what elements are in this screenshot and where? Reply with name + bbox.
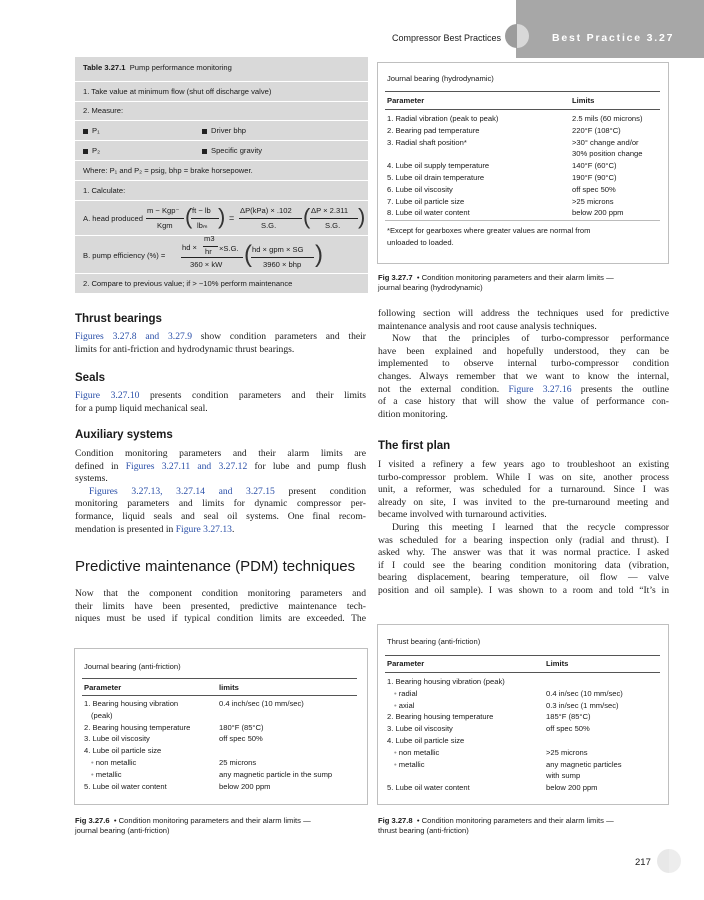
row-limit: 190°F (90°C) <box>572 173 617 182</box>
text: dition monitoring. <box>378 408 448 420</box>
fraction-bar <box>146 218 184 219</box>
table-row <box>75 140 368 160</box>
text: bearing displacement, bearing temperature, oil flow — valve <box>378 572 669 584</box>
paragraph-auxiliary <box>75 448 366 536</box>
table-pump-performance <box>75 57 368 293</box>
bullet-dot-icon: • <box>394 700 399 710</box>
bullet-square-icon <box>83 149 88 154</box>
text: present condition <box>274 485 366 497</box>
rule <box>385 672 660 673</box>
formula-a-sg1: S.G. <box>261 221 277 230</box>
heading-thrust-bearings: Thrust bearings <box>75 313 162 325</box>
text: I visited a refinery a few years ago to troubleshoot an existing <box>378 459 669 470</box>
box-title: Thrust bearing (anti-friction) <box>387 637 481 646</box>
formula-a-sg2: S.G. <box>325 221 341 230</box>
table-row <box>75 180 368 200</box>
row-limit: off spec 50% <box>572 184 616 194</box>
row-limit: with sump <box>546 771 581 781</box>
rule <box>385 655 660 656</box>
table-caption-number: Table 3.27.1 <box>83 63 126 72</box>
parameter-text: 7. Lube oil particle size <box>387 196 465 206</box>
formula-b-m3: m3 <box>204 234 215 243</box>
step-1-text: 1. Take value at minimum flow (shut off discharge valve) <box>83 87 272 96</box>
link-figure-32716[interactable]: Figure 3.27.16 <box>508 383 572 395</box>
row-parameter <box>387 736 464 745</box>
row-parameter <box>84 699 178 708</box>
figure-box-journal-hydrodynamic <box>377 62 669 264</box>
row-parameter <box>387 185 453 194</box>
heading-pdm: Predictive maintenance (PDM) techniques <box>75 558 356 575</box>
table-row <box>75 81 368 101</box>
parameter-text: 4. Lube oil supply temperature <box>387 161 490 171</box>
formula-a-row <box>75 200 368 235</box>
fraction-bar <box>239 218 302 219</box>
text: niques must be used if typical condition limits are exceeded. The <box>75 613 366 625</box>
parameter-text: radial <box>398 688 418 698</box>
formula-a-lbm: lbₘ <box>197 221 208 230</box>
row-parameter <box>84 723 190 732</box>
caption-text: Condition monitoring parameters and their alarm limits — <box>421 816 614 825</box>
table-caption <box>75 57 368 81</box>
parameter-text: axial <box>398 700 415 710</box>
table-row <box>75 273 368 293</box>
row-parameter <box>387 783 470 792</box>
table-row <box>75 120 368 140</box>
col-header-limits: limits <box>219 683 239 692</box>
row-limit: 30% position change <box>572 149 643 159</box>
row-limit: 2.5 mils (60 microns) <box>572 114 643 123</box>
table-row <box>75 160 368 180</box>
row-parameter <box>387 208 470 217</box>
figure-caption <box>378 273 673 293</box>
text: Now that the component condition monitoring parameters and <box>75 588 366 599</box>
text: systems. <box>75 473 108 485</box>
measure-driver-bhp: Driver bhp <box>211 126 247 135</box>
row-parameter <box>394 760 425 769</box>
row-parameter <box>387 677 505 686</box>
text: changes. Always remember that we want to know the internal, <box>378 370 669 382</box>
bullet-dot-icon: • <box>91 769 96 779</box>
formula-b-num2: hd × gpm × SG <box>252 245 304 254</box>
parameter-text: 3. Radial shaft position* <box>387 137 467 147</box>
figure-number: Fig 3.27.8 <box>378 816 413 825</box>
parameter-text: 5. Lube oil water content <box>387 783 470 793</box>
parameter-text: non metallic <box>95 758 137 767</box>
row-parameter <box>84 734 150 743</box>
text: turbo-compressor problem. While I was on site, another process <box>378 471 669 483</box>
parameter-text: 5. Lube oil water content <box>84 781 167 791</box>
parameter-text: 4. Lube oil particle size <box>84 746 162 756</box>
parameter-text: 2. Bearing housing temperature <box>387 712 494 722</box>
text: implemented to observe internal turbo-compressor condition <box>378 358 669 370</box>
col-header-limits: Limits <box>572 96 595 105</box>
page-tab-circle <box>657 849 681 873</box>
text: asked why. The answer was that it was normal practice. I asked <box>378 547 669 559</box>
formula-b-hd: hd × <box>182 243 197 252</box>
rule <box>385 109 660 110</box>
paren-left: ( <box>244 241 252 268</box>
figure-box-journal-antifriction <box>74 648 368 805</box>
link-figure-32710[interactable]: Figure 3.27.10 <box>75 390 140 401</box>
row-limit: 0.4 in/sec (10 mm/sec) <box>546 688 623 698</box>
row-parameter <box>387 724 453 733</box>
fraction-bar <box>310 218 358 219</box>
fraction-bar <box>181 257 243 258</box>
link-figures-32713[interactable]: Figures 3.27.13, 3.27.14 and 3.27.15 <box>89 485 275 497</box>
rule <box>82 695 357 696</box>
rule <box>82 678 357 679</box>
page-number: 217 <box>635 857 651 868</box>
bullet-square-icon <box>202 129 207 134</box>
parameter-text: 6. Lube oil viscosity <box>387 184 453 194</box>
paragraph-thrust <box>75 331 366 356</box>
row-limit: 0.4 inch/sec (10 mm/sec) <box>219 699 304 708</box>
parameter-text: 1. Bearing housing vibration <box>84 699 179 708</box>
bullet-dot-icon: • <box>91 758 96 767</box>
fraction-bar <box>251 257 314 258</box>
caption-text: journal bearing (hydrodynamic) <box>378 283 483 292</box>
row-parameter <box>91 711 113 720</box>
running-title: Compressor Best Practices <box>392 33 502 43</box>
where-text: Where: P₁ and P₂ = psig, bhp = brake horsepower. <box>83 166 253 175</box>
row-parameter <box>387 197 464 206</box>
text: following section will address the techniques used for predictive <box>378 308 669 319</box>
row-parameter <box>387 126 479 135</box>
text: During this meeting I learned that the recycle compressor <box>392 521 669 533</box>
text: formance, liquid seals and seal oil systems. One final recom- <box>75 510 366 522</box>
link-figure-32713[interactable]: Figure 3.27.13 <box>175 523 232 535</box>
text: presents condition parameters and their limits <box>139 390 366 401</box>
parameter-text: (peak) <box>91 710 113 720</box>
heading-auxiliary-systems: Auxiliary systems <box>75 429 173 441</box>
formula-b-xsg: ×S.G. <box>219 244 239 253</box>
paren-right: ) <box>218 204 226 229</box>
paren-right: ) <box>315 241 323 268</box>
footnote-line: unloaded to loaded. <box>387 238 454 247</box>
text: unit, a reformer, was scheduled for a turnaround. Since I was <box>378 484 669 496</box>
header-band <box>516 0 704 58</box>
text: have been explained and hopefully understood, they can be <box>378 345 669 357</box>
parameter-text: non metallic <box>398 747 440 757</box>
parameter-text: 2. Bearing pad temperature <box>387 125 480 135</box>
row-limit: off spec 50% <box>219 734 263 744</box>
measure-p2: P₂ <box>92 146 101 155</box>
fraction-bar <box>191 218 219 219</box>
caption-text: journal bearing (anti-friction) <box>75 826 170 835</box>
row-limit: off spec 50% <box>546 724 590 734</box>
paragraph-predictive <box>378 308 669 421</box>
bullet-dot-icon: • <box>394 759 399 769</box>
row-limit: >30° change and/or <box>572 137 639 147</box>
paren-left: ( <box>185 204 193 229</box>
paragraph-first-plan <box>378 459 669 598</box>
text: was scheduled for a bearing inspection only (radial and thrust). I <box>378 534 669 546</box>
text: presents the outline <box>571 383 669 395</box>
formula-a-equals: = <box>229 213 235 223</box>
formula-a-kgm: Kgm <box>157 221 173 230</box>
row-limit: 140°F (60°C) <box>572 161 617 171</box>
measure-p1: P₁ <box>92 126 100 135</box>
figure-box-thrust-antifriction <box>377 624 669 805</box>
text: if I could see the bearing condition monitoring data (vibration, <box>378 559 669 571</box>
step-2-text: 2. Measure: <box>83 106 124 115</box>
bullet-dot-icon: • <box>414 273 422 282</box>
paragraph-pdm <box>75 588 366 626</box>
row-limit: >25 microns <box>546 747 588 757</box>
caption-text: Condition monitoring parameters and their alarm limits — <box>118 816 311 825</box>
text: not the external condition. <box>378 383 509 395</box>
row-limit: 220°F (108°C) <box>572 125 621 135</box>
figure-caption <box>378 816 673 836</box>
text: of a case history that will show the value of performance con- <box>378 396 669 408</box>
row-limit: any magnetic particle in the sump <box>219 769 333 779</box>
box-title: Journal bearing (hydrodynamic) <box>387 74 494 83</box>
formula-b-row <box>75 235 368 273</box>
text: Now that the principles of turbo-compressor performance <box>392 333 669 345</box>
table-caption-text: Pump performance monitoring <box>129 63 232 72</box>
heading-first-plan: The first plan <box>378 440 451 452</box>
link-figures-32711[interactable]: Figures 3.27.11 and 3.27.12 <box>125 460 248 472</box>
row-parameter <box>394 701 414 710</box>
caption-text: thrust bearing (anti-friction) <box>378 826 469 835</box>
row-parameter <box>394 689 417 698</box>
text: mendation is presented in <box>75 523 176 535</box>
parameter-text: 3. Lube oil viscosity <box>84 734 150 744</box>
formula-a-dp-kpa: ΔP(kPa) × .102 <box>240 206 292 215</box>
paragraph-seals <box>75 390 366 415</box>
col-header-parameter: Parameter <box>84 683 122 692</box>
text: show condition parameters and their <box>192 331 366 342</box>
row-parameter <box>91 770 122 779</box>
box-title: Journal bearing (anti-friction) <box>84 662 181 671</box>
row-limit: 180°F (85°C) <box>219 722 264 732</box>
row-limit: below 200 ppm <box>572 208 624 218</box>
parameter-text: metallic <box>95 769 122 779</box>
bullet-square-icon <box>202 149 207 154</box>
measure-specific-gravity: Specific gravity <box>211 146 263 155</box>
parameter-text: 8. Lube oil water content <box>387 208 470 218</box>
row-limit: >25 microns <box>572 196 614 206</box>
paren-right: ) <box>358 204 366 229</box>
parameter-text: metallic <box>398 759 425 769</box>
row-parameter <box>387 712 493 721</box>
parameter-text: 1. Radial vibration (peak to peak) <box>387 114 499 123</box>
row-limit: 185°F (85°C) <box>546 712 591 722</box>
formula-a-dp-psi: ΔP × 2.311 <box>311 206 349 215</box>
text: for lube and pump flush <box>247 460 367 472</box>
calculate-text: 1. Calculate: <box>83 186 126 195</box>
col-header-limits: Limits <box>546 659 569 668</box>
parameter-text: 4. Lube oil particle size <box>387 736 465 745</box>
row-parameter <box>84 746 161 755</box>
parameter-text: 3. Lube oil viscosity <box>387 724 453 734</box>
row-limit: 25 microns <box>219 758 257 767</box>
parameter-text: 1. Bearing housing vibration (peak) <box>387 677 505 686</box>
text: maintenance analysis and root cause analysis techniques. <box>378 320 597 332</box>
text: monitoring parameters and limits for dynamic compressor per- <box>75 498 366 510</box>
formula-b-den1: 360 × kW <box>190 260 223 269</box>
formula-b-label: B. pump efficiency (%) = <box>83 251 166 260</box>
bullet-square-icon <box>83 129 88 134</box>
bullet-dot-icon: • <box>394 747 399 757</box>
text: already on site, I was invited to the pre-turnaround meeting and <box>378 496 669 508</box>
text: position and oil sample). I was shown to a room and told “It’s in <box>378 584 669 596</box>
row-parameter <box>91 758 136 767</box>
formula-b-den2: 3960 × bhp <box>263 260 302 269</box>
row-parameter <box>394 748 439 757</box>
row-limit: any magnetic particles <box>546 759 622 769</box>
header-tab-circle <box>505 24 529 48</box>
col-header-parameter: Parameter <box>387 96 425 105</box>
paren-left: ( <box>303 204 311 229</box>
bullet-dot-icon: • <box>394 688 399 698</box>
formula-a-ft-lb: ft − lb <box>192 206 211 215</box>
link-figures-3278[interactable]: Figures 3.27.8 and 3.27.9 <box>75 331 192 342</box>
compare-text: 2. Compare to previous value; if > −10% perform maintenance <box>83 279 293 288</box>
text: for a pump liquid mechanical seal. <box>75 402 208 414</box>
rule <box>385 220 660 221</box>
row-parameter <box>84 782 167 791</box>
formula-a-m-kgp: m − Kgp⁻ <box>147 206 180 215</box>
parameter-text: 2. Bearing housing temperature <box>84 722 191 732</box>
text: defined in <box>75 460 126 472</box>
bullet-dot-icon: • <box>111 816 119 825</box>
text: Condition monitoring parameters and their alarm limits are <box>75 448 366 459</box>
section-label: Best Practice 3.27 <box>552 32 675 44</box>
footnote-line: *Except for gearboxes where greater values are normal from <box>387 226 591 235</box>
row-parameter <box>387 173 484 182</box>
table-row <box>75 101 368 120</box>
row-limit: 0.3 in/sec (1 mm/sec) <box>546 700 619 710</box>
formula-a-label: A. head produced <box>83 214 143 223</box>
text: . <box>231 523 235 535</box>
rule <box>385 91 660 92</box>
parameter-text: 5. Lube oil drain temperature <box>387 173 485 182</box>
text: their limits have been presented, predictive maintenance tech- <box>75 600 366 612</box>
text: limits for anti-friction and hydrodynamic thrust bearings. <box>75 343 295 355</box>
col-header-parameter: Parameter <box>387 659 425 668</box>
row-limit: below 200 ppm <box>219 781 271 791</box>
row-limit: below 200 ppm <box>546 783 598 793</box>
row-parameter <box>387 161 489 170</box>
figure-caption <box>75 816 370 836</box>
bullet-dot-icon: • <box>414 816 422 825</box>
caption-text: Condition monitoring parameters and their alarm limits — <box>421 273 614 282</box>
figure-number: Fig 3.27.6 <box>75 816 110 825</box>
row-parameter <box>387 114 498 123</box>
figure-number: Fig 3.27.7 <box>378 273 413 282</box>
formula-b-hr: hr <box>205 247 212 256</box>
text: became involved with turnaround activities. <box>378 509 547 521</box>
heading-seals: Seals <box>75 372 106 384</box>
row-parameter <box>387 138 467 147</box>
